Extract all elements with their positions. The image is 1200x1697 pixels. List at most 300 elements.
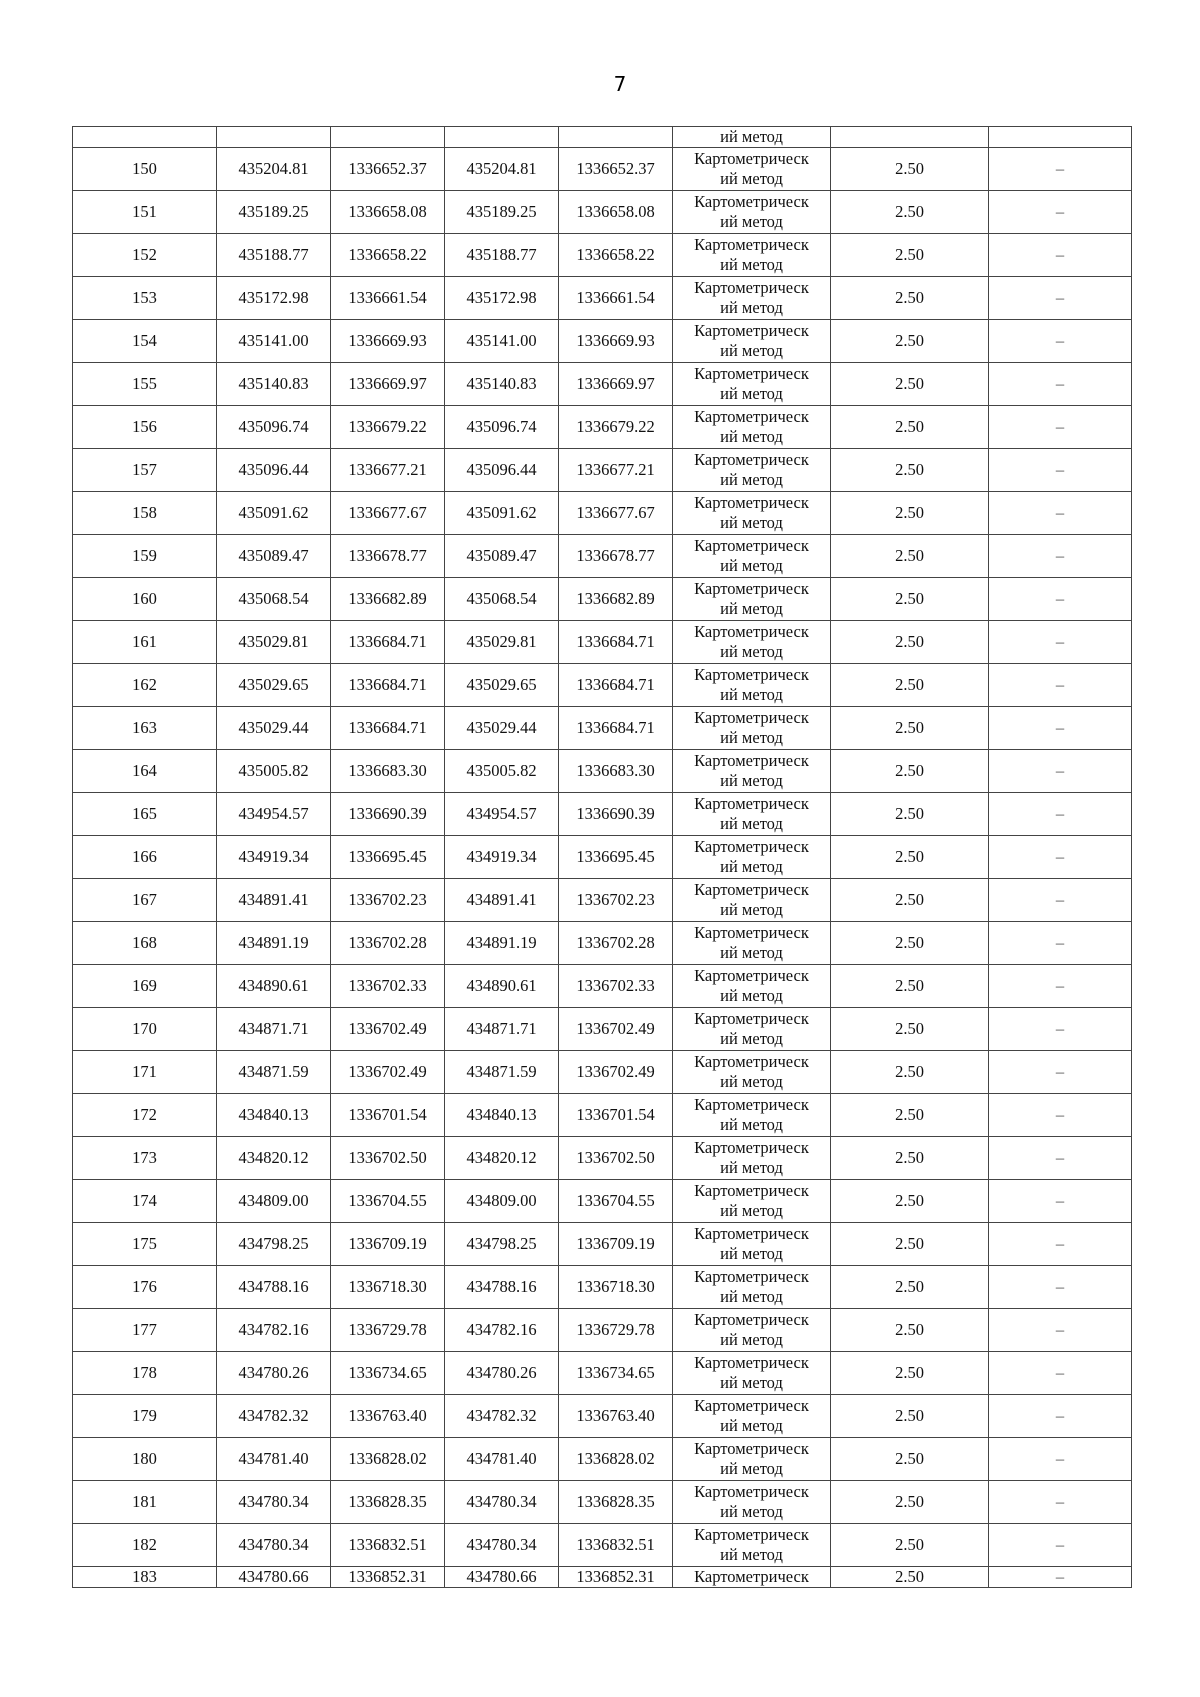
y-coordinate-cell: 1336828.35 [559, 1481, 673, 1524]
x-coordinate-cell: 435188.77 [217, 234, 331, 277]
method-line: Картометрическ [694, 1181, 809, 1200]
precision-cell: 2.50 [831, 1223, 989, 1266]
method-line: ий метод [720, 1545, 783, 1564]
description-cell: – [989, 191, 1132, 234]
method-line: Картометрическ [694, 1138, 809, 1157]
y-coordinate-cell: 1336701.54 [559, 1094, 673, 1137]
y-coordinate-cell: 1336718.30 [559, 1266, 673, 1309]
y-coordinate-cell: 1336677.67 [331, 492, 445, 535]
x-coordinate-cell: 435096.44 [217, 449, 331, 492]
description-cell: – [989, 1137, 1132, 1180]
method-cell [673, 492, 831, 535]
method-cell [673, 1180, 831, 1223]
x-coordinate-cell: 434820.12 [217, 1137, 331, 1180]
y-coordinate-cell: 1336702.50 [559, 1137, 673, 1180]
method-line: Картометрическ [694, 708, 809, 727]
description-cell: – [989, 836, 1132, 879]
table-row [73, 535, 1132, 578]
x-coordinate-cell: 435005.82 [217, 750, 331, 793]
point-number-cell: 170 [73, 1008, 217, 1051]
y-coordinate-cell: 1336852.31 [331, 1567, 445, 1588]
table-row [73, 1309, 1132, 1352]
y-coordinate-cell: 1336702.49 [331, 1051, 445, 1094]
method-cell [673, 1266, 831, 1309]
x-coordinate-cell: 435140.83 [445, 363, 559, 406]
y-coordinate-cell: 1336702.33 [559, 965, 673, 1008]
table-row [73, 1352, 1132, 1395]
method-cell [673, 277, 831, 320]
y-coordinate-cell: 1336683.30 [331, 750, 445, 793]
description-cell: – [989, 793, 1132, 836]
method-cell [673, 793, 831, 836]
y-coordinate-cell: 1336828.02 [331, 1438, 445, 1481]
y-coordinate-cell: 1336683.30 [559, 750, 673, 793]
table-body [73, 127, 1132, 1588]
description-cell: – [989, 707, 1132, 750]
y-coordinate-cell: 1336678.77 [331, 535, 445, 578]
precision-cell: 2.50 [831, 578, 989, 621]
y-coordinate-cell: 1336702.23 [331, 879, 445, 922]
method-cell [673, 1524, 831, 1567]
table-row [73, 664, 1132, 707]
method-line: ий метод [720, 857, 783, 876]
table-row [73, 406, 1132, 449]
method-line: ий метод [720, 169, 783, 188]
method-line: ий метод [720, 1158, 783, 1177]
method-cell [673, 449, 831, 492]
x-coordinate-cell: 435096.74 [217, 406, 331, 449]
method-line: Картометрическ [694, 923, 809, 942]
x-coordinate-cell: 434871.59 [217, 1051, 331, 1094]
method-line: Картометрическ [694, 1525, 809, 1544]
method-line: ий метод [720, 986, 783, 1005]
point-number-cell: 180 [73, 1438, 217, 1481]
y-coordinate-cell: 1336832.51 [331, 1524, 445, 1567]
x-coordinate-cell: 435188.77 [445, 234, 559, 277]
description-cell: – [989, 363, 1132, 406]
table-cell [989, 127, 1132, 148]
method-line: ий метод [720, 1416, 783, 1435]
x-coordinate-cell: 434871.59 [445, 1051, 559, 1094]
y-coordinate-cell: 1336828.35 [331, 1481, 445, 1524]
y-coordinate-cell: 1336684.71 [559, 707, 673, 750]
method-line: ий метод [720, 384, 783, 403]
method-line: Картометрическ [694, 579, 809, 598]
y-coordinate-cell: 1336669.97 [559, 363, 673, 406]
table-row [73, 1524, 1132, 1567]
y-coordinate-cell: 1336709.19 [331, 1223, 445, 1266]
method-cell [673, 406, 831, 449]
method-cell [673, 1395, 831, 1438]
table-row [73, 449, 1132, 492]
point-number-cell: 155 [73, 363, 217, 406]
x-coordinate-cell: 435029.65 [445, 664, 559, 707]
description-cell: – [989, 965, 1132, 1008]
method-line: Картометрическ [694, 321, 809, 340]
x-coordinate-cell: 435189.25 [445, 191, 559, 234]
method-line: ий метод [720, 685, 783, 704]
method-line: ий метод [720, 1459, 783, 1478]
y-coordinate-cell: 1336734.65 [331, 1352, 445, 1395]
method-line: Картометрическ [694, 837, 809, 856]
method-cell [673, 234, 831, 277]
y-coordinate-cell: 1336832.51 [559, 1524, 673, 1567]
y-coordinate-cell: 1336678.77 [559, 535, 673, 578]
page-number: 7 [613, 72, 627, 96]
y-coordinate-cell: 1336677.21 [559, 449, 673, 492]
precision-cell: 2.50 [831, 148, 989, 191]
x-coordinate-cell: 434780.34 [217, 1481, 331, 1524]
y-coordinate-cell: 1336684.71 [331, 664, 445, 707]
x-coordinate-cell: 434809.00 [217, 1180, 331, 1223]
x-coordinate-cell: 435029.44 [445, 707, 559, 750]
method-line: Картометрическ [694, 880, 809, 899]
x-coordinate-cell: 435029.65 [217, 664, 331, 707]
y-coordinate-cell: 1336704.55 [331, 1180, 445, 1223]
method-line: Картометрическ [694, 1482, 809, 1501]
y-coordinate-cell: 1336661.54 [331, 277, 445, 320]
table-row [73, 965, 1132, 1008]
x-coordinate-cell: 434890.61 [445, 965, 559, 1008]
y-coordinate-cell: 1336702.28 [331, 922, 445, 965]
table-cell [559, 127, 673, 148]
point-number-cell: 154 [73, 320, 217, 363]
precision-cell: 2.50 [831, 1094, 989, 1137]
table-row [73, 492, 1132, 535]
method-cell: ий метод [673, 127, 831, 148]
method-line: Картометрическ [694, 407, 809, 426]
x-coordinate-cell: 434780.66 [217, 1567, 331, 1588]
y-coordinate-cell: 1336682.89 [559, 578, 673, 621]
method-line: Картометрическ [694, 966, 809, 985]
method-line: Картометрическ [694, 1224, 809, 1243]
precision-cell: 2.50 [831, 1438, 989, 1481]
x-coordinate-cell: 434840.13 [445, 1094, 559, 1137]
method-line: ий метод [720, 1244, 783, 1263]
table-cell [73, 127, 217, 148]
x-coordinate-cell: 434798.25 [445, 1223, 559, 1266]
point-number-cell: 182 [73, 1524, 217, 1567]
table-row [73, 1180, 1132, 1223]
x-coordinate-cell: 435096.74 [445, 406, 559, 449]
point-number-cell: 181 [73, 1481, 217, 1524]
precision-cell: 2.50 [831, 234, 989, 277]
description-cell: – [989, 1481, 1132, 1524]
y-coordinate-cell: 1336658.08 [331, 191, 445, 234]
description-cell: – [989, 750, 1132, 793]
y-coordinate-cell: 1336763.40 [331, 1395, 445, 1438]
method-cell [673, 1352, 831, 1395]
description-cell: – [989, 1094, 1132, 1137]
method-line: Картометрическ [694, 1310, 809, 1329]
point-number-cell: 150 [73, 148, 217, 191]
table-row [73, 1266, 1132, 1309]
method-cell [673, 363, 831, 406]
y-coordinate-cell: 1336702.49 [559, 1008, 673, 1051]
x-coordinate-cell: 434780.66 [445, 1567, 559, 1588]
y-coordinate-cell: 1336684.71 [559, 664, 673, 707]
x-coordinate-cell: 434782.16 [445, 1309, 559, 1352]
precision-cell: 2.50 [831, 922, 989, 965]
method-cell [673, 320, 831, 363]
method-line: Картометрическ [694, 1267, 809, 1286]
method-cell [673, 1438, 831, 1481]
method-cell [673, 1223, 831, 1266]
method-line: ий метод [720, 728, 783, 747]
table-row [73, 621, 1132, 664]
table-row [73, 578, 1132, 621]
method-line: Картометрическ [694, 536, 809, 555]
method-cell [673, 922, 831, 965]
y-coordinate-cell: 1336679.22 [331, 406, 445, 449]
x-coordinate-cell: 435096.44 [445, 449, 559, 492]
y-coordinate-cell: 1336658.22 [559, 234, 673, 277]
table-row [73, 1137, 1132, 1180]
x-coordinate-cell: 434954.57 [445, 793, 559, 836]
precision-cell: 2.50 [831, 406, 989, 449]
x-coordinate-cell: 434954.57 [217, 793, 331, 836]
y-coordinate-cell: 1336718.30 [331, 1266, 445, 1309]
method-line: ий метод [720, 1287, 783, 1306]
description-cell: – [989, 664, 1132, 707]
description-cell: – [989, 492, 1132, 535]
method-line: ий метод [720, 943, 783, 962]
method-line: ий метод [720, 771, 783, 790]
method-cell [673, 621, 831, 664]
y-coordinate-cell: 1336658.08 [559, 191, 673, 234]
x-coordinate-cell: 434780.34 [445, 1524, 559, 1567]
y-coordinate-cell: 1336702.33 [331, 965, 445, 1008]
x-coordinate-cell: 435005.82 [445, 750, 559, 793]
method-cell [673, 148, 831, 191]
method-line: Картометрическ [694, 622, 809, 641]
x-coordinate-cell: 434919.34 [445, 836, 559, 879]
method-line: Картометрическ [694, 278, 809, 297]
description-cell: – [989, 879, 1132, 922]
x-coordinate-cell: 434788.16 [217, 1266, 331, 1309]
precision-cell: 2.50 [831, 1266, 989, 1309]
description-cell: – [989, 1266, 1132, 1309]
y-coordinate-cell: 1336729.78 [331, 1309, 445, 1352]
table-row [73, 1223, 1132, 1266]
y-coordinate-cell: 1336702.49 [559, 1051, 673, 1094]
x-coordinate-cell: 435172.98 [445, 277, 559, 320]
y-coordinate-cell: 1336828.02 [559, 1438, 673, 1481]
y-coordinate-cell: 1336690.39 [331, 793, 445, 836]
method-line: ий метод [720, 1029, 783, 1048]
x-coordinate-cell: 434782.16 [217, 1309, 331, 1352]
method-cell [673, 1137, 831, 1180]
point-number-cell: 158 [73, 492, 217, 535]
method-line: Картометрическ [694, 1353, 809, 1372]
x-coordinate-cell: 435029.44 [217, 707, 331, 750]
method-line: ий метод [720, 255, 783, 274]
precision-cell: 2.50 [831, 1481, 989, 1524]
x-coordinate-cell: 434782.32 [445, 1395, 559, 1438]
y-coordinate-cell: 1336684.71 [559, 621, 673, 664]
y-coordinate-cell: 1336661.54 [559, 277, 673, 320]
x-coordinate-cell: 434891.19 [445, 922, 559, 965]
method-cell [673, 750, 831, 793]
table-row [73, 234, 1132, 277]
description-cell: – [989, 1524, 1132, 1567]
table-row [73, 1094, 1132, 1137]
precision-cell: 2.50 [831, 707, 989, 750]
method-cell [673, 879, 831, 922]
description-cell: – [989, 148, 1132, 191]
description-cell: – [989, 535, 1132, 578]
description-cell: – [989, 1309, 1132, 1352]
description-cell: – [989, 1567, 1132, 1588]
x-coordinate-cell: 435140.83 [217, 363, 331, 406]
point-number-cell: 176 [73, 1266, 217, 1309]
method-cell [673, 535, 831, 578]
method-line: Картометрическ [694, 149, 809, 168]
point-number-cell: 153 [73, 277, 217, 320]
method-line: ий метод [720, 1330, 783, 1349]
table-row-continuation [73, 127, 1132, 148]
y-coordinate-cell: 1336702.23 [559, 879, 673, 922]
method-line: ий метод [720, 1201, 783, 1220]
x-coordinate-cell: 434809.00 [445, 1180, 559, 1223]
x-coordinate-cell: 435029.81 [217, 621, 331, 664]
y-coordinate-cell: 1336709.19 [559, 1223, 673, 1266]
table-row [73, 1008, 1132, 1051]
method-line: ий метод [720, 1072, 783, 1091]
precision-cell: 2.50 [831, 793, 989, 836]
description-cell: – [989, 234, 1132, 277]
table-row [73, 879, 1132, 922]
precision-cell: 2.50 [831, 621, 989, 664]
x-coordinate-cell: 434780.26 [217, 1352, 331, 1395]
method-line: ий метод [720, 599, 783, 618]
method-line: Картометрическ [694, 493, 809, 512]
method-cell [673, 664, 831, 707]
x-coordinate-cell: 434780.34 [445, 1481, 559, 1524]
method-cell [673, 1481, 831, 1524]
method-cell [673, 965, 831, 1008]
precision-cell: 2.50 [831, 1352, 989, 1395]
description-cell: – [989, 578, 1132, 621]
method-line: Картометрическ [694, 1009, 809, 1028]
x-coordinate-cell: 434891.19 [217, 922, 331, 965]
y-coordinate-cell: 1336702.49 [331, 1008, 445, 1051]
method-line: ий метод [720, 814, 783, 833]
x-coordinate-cell: 435089.47 [445, 535, 559, 578]
point-number-cell: 166 [73, 836, 217, 879]
y-coordinate-cell: 1336690.39 [559, 793, 673, 836]
y-coordinate-cell: 1336679.22 [559, 406, 673, 449]
x-coordinate-cell: 435204.81 [445, 148, 559, 191]
point-number-cell: 169 [73, 965, 217, 1008]
point-number-cell: 179 [73, 1395, 217, 1438]
description-cell: – [989, 1008, 1132, 1051]
y-coordinate-cell: 1336682.89 [331, 578, 445, 621]
point-number-cell: 156 [73, 406, 217, 449]
y-coordinate-cell: 1336677.67 [559, 492, 673, 535]
method-cell [673, 1094, 831, 1137]
method-line: Картометрическ [694, 1052, 809, 1071]
point-number-cell: 171 [73, 1051, 217, 1094]
table-row [73, 707, 1132, 750]
table-row [73, 1567, 1132, 1588]
table-row [73, 148, 1132, 191]
method-cell [673, 1051, 831, 1094]
description-cell: – [989, 1180, 1132, 1223]
y-coordinate-cell: 1336695.45 [331, 836, 445, 879]
x-coordinate-cell: 434781.40 [445, 1438, 559, 1481]
x-coordinate-cell: 435091.62 [445, 492, 559, 535]
method-line: Картометрическ [694, 192, 809, 211]
method-line: ий метод [720, 642, 783, 661]
description-cell: – [989, 621, 1132, 664]
point-number-cell: 164 [73, 750, 217, 793]
method-cell [673, 1309, 831, 1352]
method-line: Картометрическ [694, 1396, 809, 1415]
table-row [73, 750, 1132, 793]
x-coordinate-cell: 434780.26 [445, 1352, 559, 1395]
point-number-cell: 165 [73, 793, 217, 836]
precision-cell: 2.50 [831, 363, 989, 406]
precision-cell: 2.50 [831, 1137, 989, 1180]
method-line: ий метод [720, 470, 783, 489]
precision-cell: 2.50 [831, 277, 989, 320]
y-coordinate-cell: 1336729.78 [559, 1309, 673, 1352]
method-line: Картометрическ [694, 751, 809, 770]
description-cell: – [989, 1352, 1132, 1395]
point-number-cell: 177 [73, 1309, 217, 1352]
method-cell [673, 707, 831, 750]
table-cell [217, 127, 331, 148]
table-cell [831, 127, 989, 148]
x-coordinate-cell: 434840.13 [217, 1094, 331, 1137]
y-coordinate-cell: 1336695.45 [559, 836, 673, 879]
method-line: ий метод [720, 212, 783, 231]
x-coordinate-cell: 435204.81 [217, 148, 331, 191]
y-coordinate-cell: 1336702.50 [331, 1137, 445, 1180]
method-cell [673, 578, 831, 621]
method-line: Картометрическ [694, 364, 809, 383]
precision-cell: 2.50 [831, 750, 989, 793]
point-number-cell: 173 [73, 1137, 217, 1180]
y-coordinate-cell: 1336734.65 [559, 1352, 673, 1395]
precision-cell: 2.50 [831, 1008, 989, 1051]
y-coordinate-cell: 1336684.71 [331, 621, 445, 664]
table-cell [445, 127, 559, 148]
description-cell: – [989, 922, 1132, 965]
x-coordinate-cell: 435068.54 [445, 578, 559, 621]
method-line: Картометрическ [694, 1095, 809, 1114]
precision-cell: 2.50 [831, 1524, 989, 1567]
point-number-cell: 159 [73, 535, 217, 578]
table-row [73, 793, 1132, 836]
x-coordinate-cell: 434788.16 [445, 1266, 559, 1309]
method-line: Картометрическ [694, 1439, 809, 1458]
point-number-cell: 178 [73, 1352, 217, 1395]
description-cell: – [989, 406, 1132, 449]
point-number-cell: 174 [73, 1180, 217, 1223]
precision-cell: 2.50 [831, 1567, 989, 1588]
table-row [73, 836, 1132, 879]
precision-cell: 2.50 [831, 879, 989, 922]
y-coordinate-cell: 1336852.31 [559, 1567, 673, 1588]
table-row [73, 363, 1132, 406]
y-coordinate-cell: 1336763.40 [559, 1395, 673, 1438]
y-coordinate-cell: 1336652.37 [559, 148, 673, 191]
method-cell [673, 1567, 831, 1588]
point-number-cell: 183 [73, 1567, 217, 1588]
table-row [73, 320, 1132, 363]
